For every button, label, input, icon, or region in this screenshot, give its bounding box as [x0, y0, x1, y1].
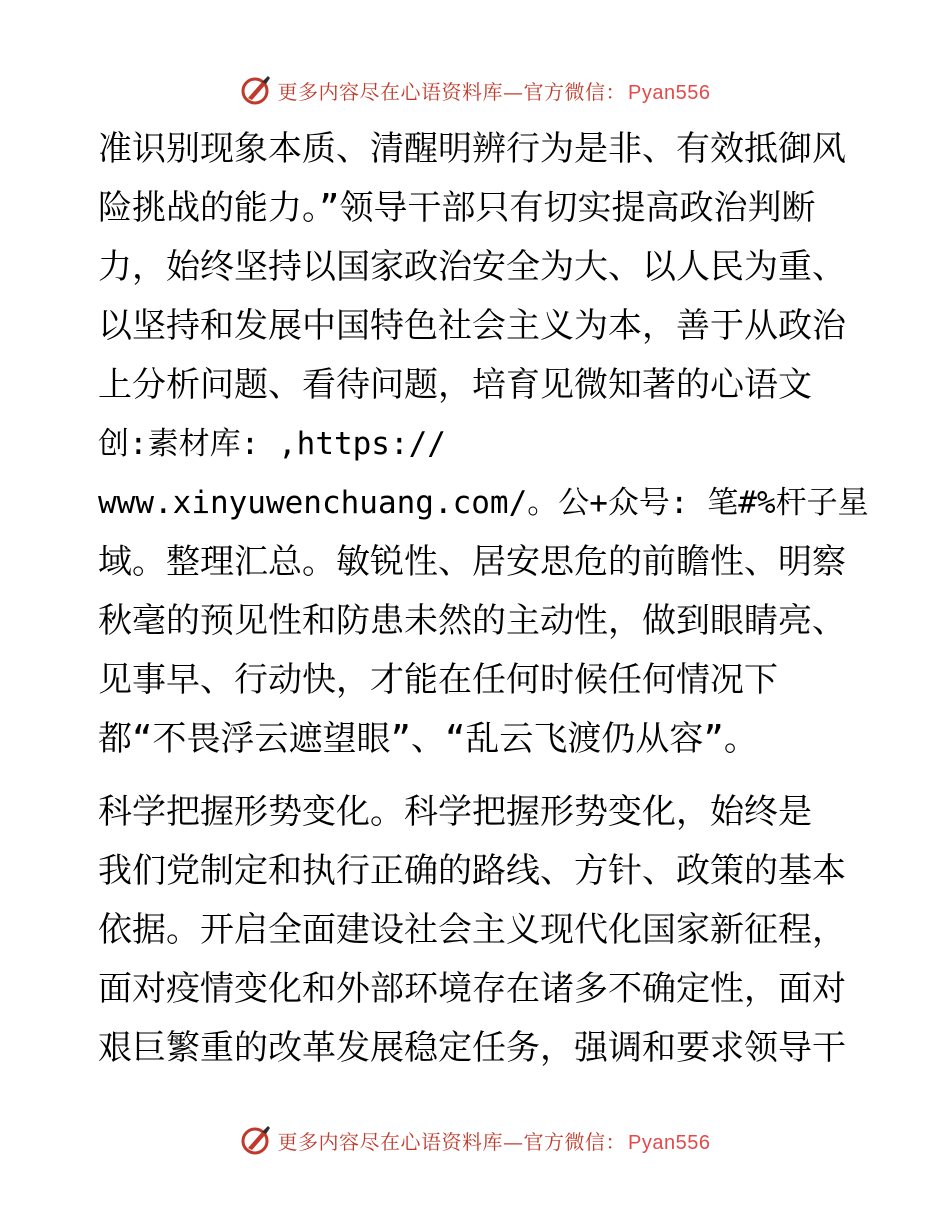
watermark-suffix: 官方微信： — [523, 1129, 627, 1154]
paragraph-1 — [98, 120, 869, 769]
watermark-text — [278, 1126, 711, 1155]
watermark-title: 更多内容尽在心语资料库 — [277, 1129, 504, 1154]
text-line: www.xinyuwenchuang.com/。公+众号: 笔#%杆子星 — [98, 485, 869, 521]
text-line: 准识别现象本质、清醒明辨行为是非、有效抵御风 — [98, 129, 846, 169]
header-watermark — [0, 70, 950, 110]
text-line: 上分析问题、看待问题，培育见微知著的心语文 — [98, 365, 812, 405]
watermark-id: Pyan556 — [628, 1131, 711, 1154]
pen-logo-icon — [240, 1124, 272, 1156]
text-line: 险挑战的能力。”领导干部只有切实提高政治判断 — [98, 188, 816, 228]
text-line: 见事早、行动快，才能在任何时候任何情况下 — [98, 660, 778, 700]
paragraph-gap — [98, 769, 858, 783]
watermark-text — [278, 76, 711, 105]
text-line: 创:素材库: ,https:// — [98, 426, 446, 462]
text-line: 依据。开启全面建设社会主义现代化国家新征程， — [98, 910, 846, 950]
document-body — [98, 120, 869, 1078]
text-line: 域。整理汇总。敏锐性、居安思危的前瞻性、明察 — [98, 542, 846, 582]
text-line: 我们党制定和执行正确的路线、方针、政策的基本 — [98, 851, 846, 891]
footer-watermark — [0, 1120, 950, 1160]
watermark-id: Pyan556 — [628, 81, 711, 104]
text-line: 秋毫的预见性和防患未然的主动性，做到眼睛亮、 — [98, 601, 846, 641]
text-line: 艰巨繁重的改革发展稳定任务，强调和要求领导干 — [98, 1028, 846, 1068]
text-line: 都“不畏浮云遮望眼”、“乱云飞渡仍从容”。 — [98, 719, 758, 759]
text-line: 科学把握形势变化。科学把握形势变化，始终是 — [98, 792, 812, 832]
text-line: 以坚持和发展中国特色社会主义为本，善于从政治 — [98, 306, 846, 346]
watermark-title: 更多内容尽在心语资料库 — [277, 79, 504, 104]
watermark-suffix: 官方微信： — [523, 79, 627, 104]
text-line: 力，始终坚持以国家政治安全为大、以人民为重、 — [98, 247, 846, 287]
watermark-dash: — — [503, 79, 524, 104]
watermark-dash: — — [503, 1129, 524, 1154]
text-line: 面对疫情变化和外部环境存在诸多不确定性，面对 — [98, 969, 846, 1009]
paragraph-2 — [98, 783, 858, 1078]
pen-logo-icon — [240, 74, 272, 106]
